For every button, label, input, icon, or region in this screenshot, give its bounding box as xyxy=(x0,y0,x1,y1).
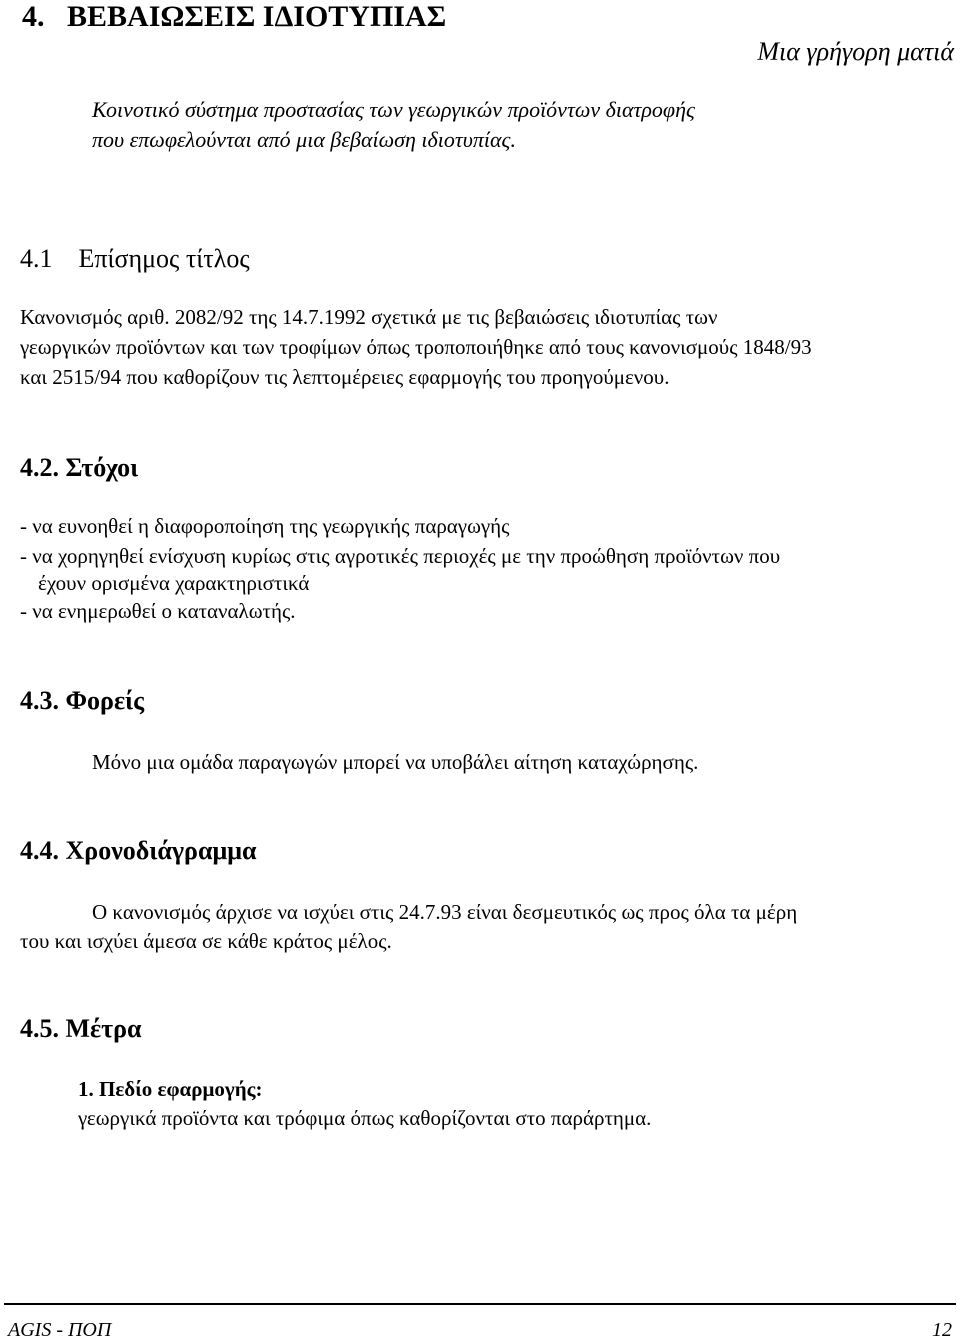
page-title: 4. ΒΕΒΑΙΩΣΕΙΣ ΙΔΙΟΤΥΠΙΑΣ xyxy=(22,0,447,33)
goal-item-2-continued: έχουν ορισμένα χαρακτηριστικά xyxy=(38,571,310,595)
section-4-4-line-1: Ο κανονισμός άρχισε να ισχύει στις 24.7.93 είναι δεσμευτικός ως προς όλα τα μέρη xyxy=(92,900,798,924)
goal-item-3: - να ενημερωθεί ο καταναλωτής. xyxy=(20,599,296,623)
section-4-2-heading: 4.2. Στόχοι xyxy=(20,453,139,482)
intro-line-2: που επωφελούνται από μια βεβαίωση ιδιοτυπίας. xyxy=(92,127,516,152)
section-4-1-line-3: και 2515/94 που καθορίζουν τις λεπτομέρειες εφαρμογής του προηγούμενου. xyxy=(20,365,670,389)
section-4-3-text: Μόνο μια ομάδα παραγωγών μπορεί να υποβάλει αίτηση καταχώρησης. xyxy=(92,750,699,774)
section-4-1-heading: 4.1 Επίσημος τίτλος xyxy=(20,244,250,273)
page-number: 12 xyxy=(932,1319,952,1341)
scope-text: γεωργικά προϊόντα και τρόφιμα όπως καθορίζονται στο παράρτημα. xyxy=(78,1106,652,1130)
section-4-1-line-1: Κανονισμός αριθ. 2082/92 της 14.7.1992 σχετικά με τις βεβαιώσεις ιδιοτυπίας των xyxy=(20,305,718,329)
section-4-1-line-2: γεωργικών προϊόντων και των τροφίμων όπως τροποποιήθηκε από τους κανονισμούς 1848/93 xyxy=(20,335,812,359)
section-4-3-heading: 4.3. Φορείς xyxy=(20,686,145,715)
footer-divider xyxy=(4,1303,956,1305)
page-subtitle: Μια γρήγορη ματιά xyxy=(757,37,954,66)
scope-subheading: 1. Πεδίο εφαρμογής: xyxy=(78,1077,263,1101)
section-4-5-heading: 4.5. Μέτρα xyxy=(20,1014,142,1043)
goal-item-2: - να χορηγηθεί ενίσχυση κυρίως στις αγροτικές περιοχές με την προώθηση προϊόντων που xyxy=(20,544,781,568)
footer-label: AGIS - ΠΟΠ xyxy=(8,1319,112,1341)
goal-item-1: - να ευνοηθεί η διαφοροποίηση της γεωργικής παραγωγής xyxy=(20,514,510,538)
section-4-4-heading: 4.4. Χρονοδιάγραμμα xyxy=(20,836,257,865)
section-4-4-line-2: του και ισχύει άμεσα σε κάθε κράτος μέλος. xyxy=(20,929,392,953)
intro-line-1: Κοινοτικό σύστημα προστασίας των γεωργικών προϊόντων διατροφής xyxy=(92,97,695,122)
